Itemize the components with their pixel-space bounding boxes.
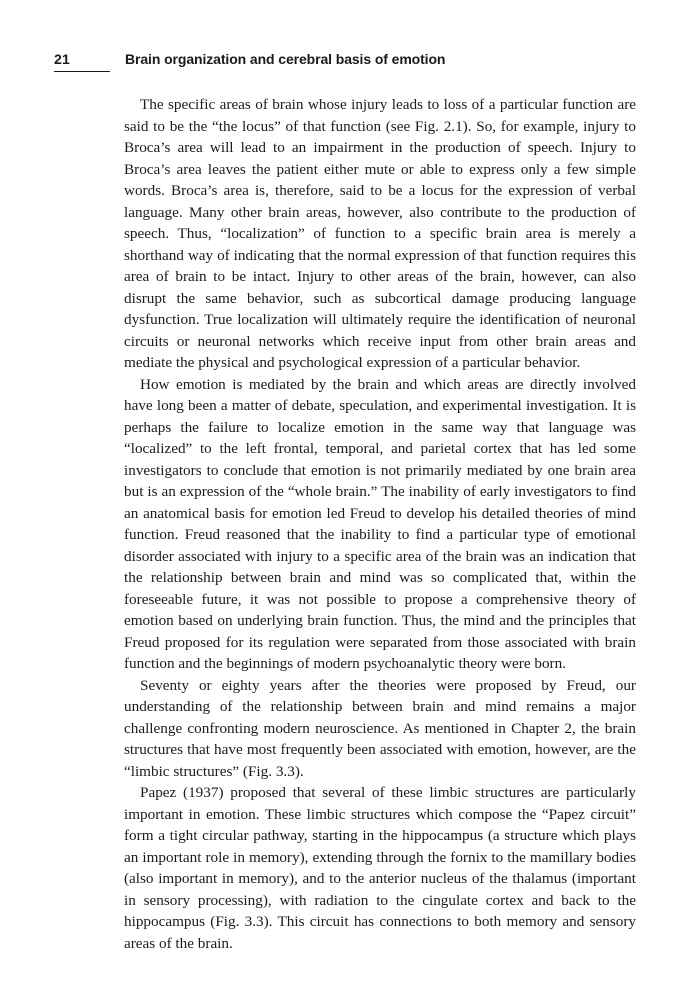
body-text — [124, 94, 636, 954]
paragraph: How emotion is mediated by the brain and which areas are directly involved have long been a matter of debate, speculation, and experimental investigation. It is perhaps the failure to localize emotion in the same way that language was “localized” to the left frontal, temporal, and parietal cortex that has led some investigators to conclude that emotion is not primarily mediated by one brain area but is an expression of the “whole brain.” The inability of early investigators to find an anatomical basis for emotion led Freud to develop his detailed theories of mind function. Freud reasoned that the inability to find a particular type of emotional disorder associated with injury to a specific area of the brain was an indication that the relationship between brain and mind was so complicated that, within the foreseeable future, it was not possible to propose a comprehensive theory of emotion based on underlying brain function. Thus, the mind and the principles that Freud proposed for its regulation were separated from those associated with brain function and the beginnings of modern psychoanalytic theory were born. — [124, 375, 636, 672]
chapter-title: Brain organization and cerebral basis of emotion — [125, 51, 446, 67]
paragraph: Seventy or eighty years after the theories were proposed by Freud, our understanding of the relationship between brain and mind remains a major challenge confronting modern neuroscience. As mentioned in Chapter 2, the brain structures that have most frequently been associated with emotion, however, are the “limbic structures” (Fig. 3.3). — [124, 676, 636, 780]
paragraph: The specific areas of brain whose injury leads to loss of a particular function are said to be the “the locus” of that function (see Fig. 2.1). So, for example, injury to Broca’s area will lead to an impairment in the production of speech. Injury to Broca’s area leaves the patient either mute or able to express only a few simple words. Broca’s area is, therefore, said to be a locus for the expression of verbal language. Many other brain areas, however, also contribute to the production of speech. Thus, “localization” of function to a specific brain area is merely a shorthand way of indicating that the normal expression of that function requires this area of brain to be intact. Injury to other areas of the brain, however, can also disrupt the same behavior, such as subcortical damage producing language dysfunction. True localization will ultimately require the identification of neuronal circuits or neuronal networks which receive input from other brain areas and mediate the physical and psychological expression of a particular behavior. — [124, 96, 636, 371]
page-number: 21 — [54, 51, 70, 67]
header-rule — [54, 71, 110, 72]
running-head — [54, 51, 634, 75]
paragraph: Papez (1937) proposed that several of these limbic structures are particularly important in emotion. These limbic structures which compose the “Papez circuit” form a tight circular pathway, starting in the hippocampus (a structure which plays an important role in memory), extending through the fornix to the mamillary bodies (also important in memory), and to the anterior nucleus of the thalamus (important in sensory processing), with radiation to the cingulate cortex and back to the hippocampus (Fig. 3.3). This circuit has connections to both memory and sensory areas of the brain. — [124, 784, 636, 952]
